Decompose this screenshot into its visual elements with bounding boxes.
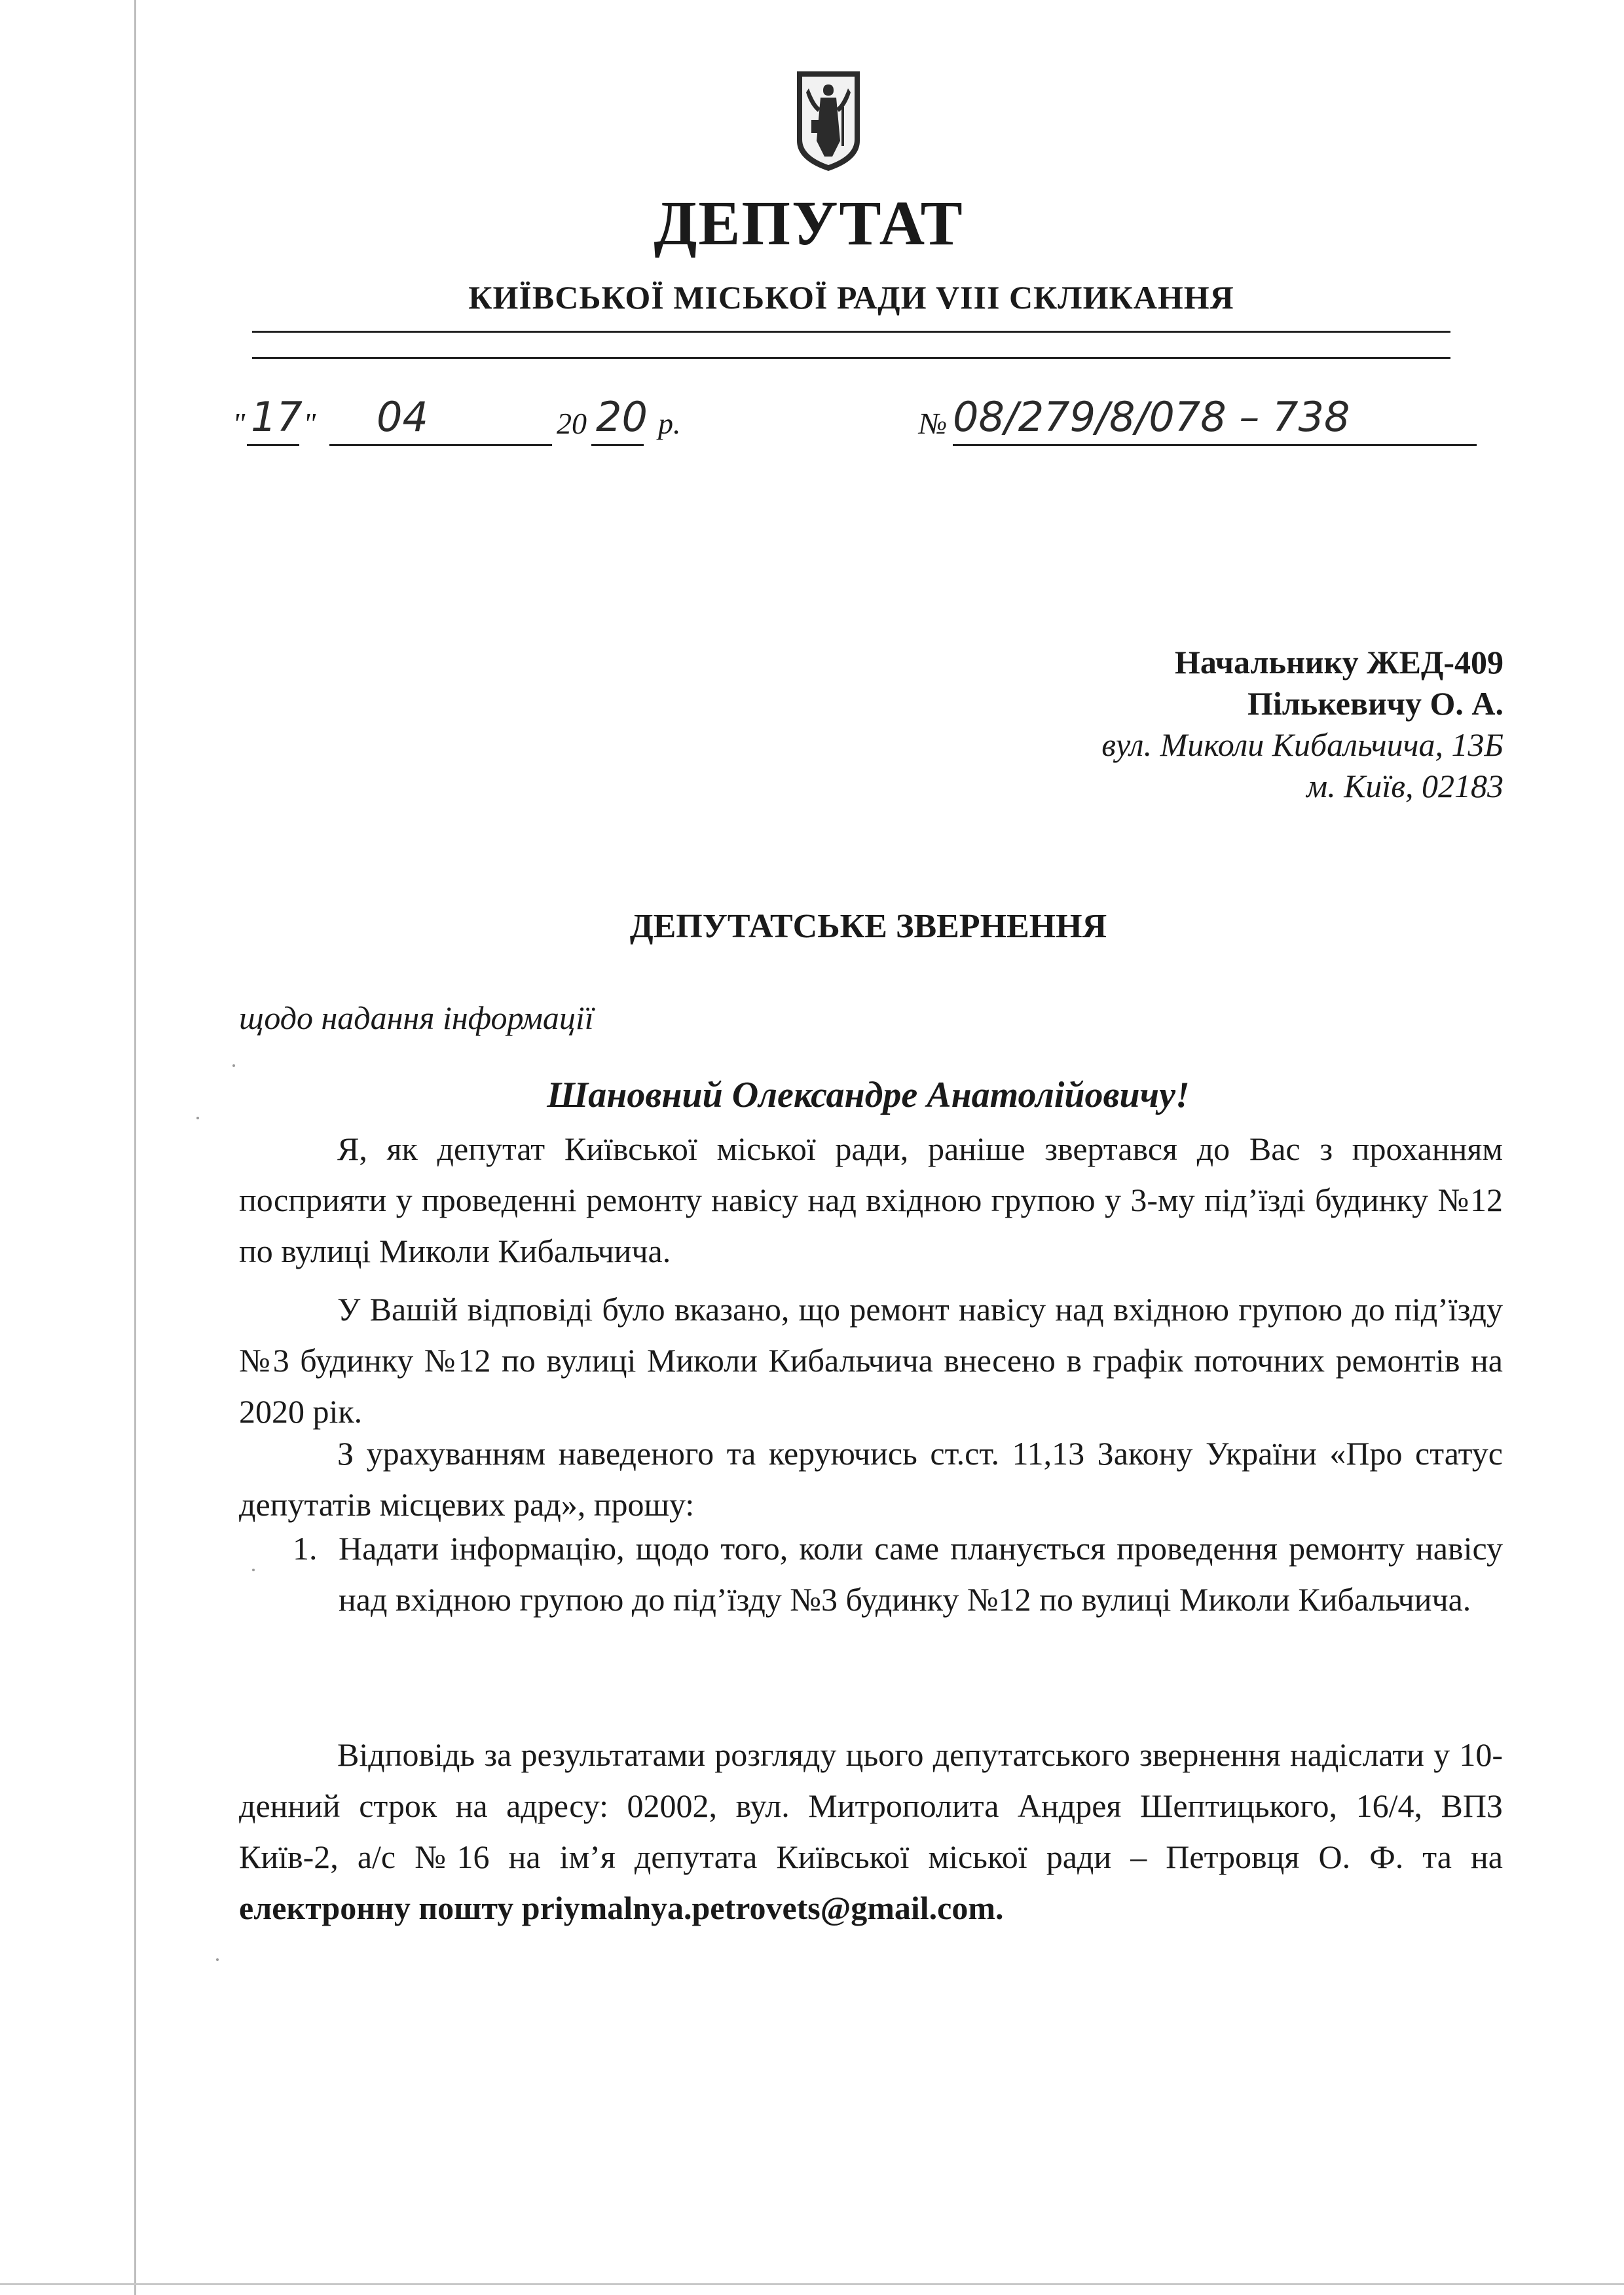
date-quote-close: " xyxy=(303,407,316,440)
scan-edge-left xyxy=(134,0,136,2295)
reply-instructions-text: Відповідь за результатами розгляду цього депутатського звернення надіслати у 10-денний строк на адресу: 02002, вул. Митрополита Андрея Шептицького, 16/4, ВПЗ Київ-2, а/с №16 на ім’я депутата Київської міської ради – Петровця О. Ф. та на xyxy=(239,1736,1503,1875)
date-year-underline xyxy=(591,444,644,446)
body-paragraph-4 xyxy=(239,1729,1503,1933)
body-paragraph-2: У Вашій відповіді було вказано, що ремонт навісу над вхідною групою до під’їзду №3 будинку №12 по вулиці Миколи Кибальчича внесено в графік поточних ремонтів на 2020 рік. xyxy=(239,1291,1503,1430)
salutation: Шановний Олександре Анатолійовичу! xyxy=(547,1075,1190,1115)
addressee-position: Начальнику ЖЕД-409 xyxy=(1174,644,1504,681)
request-list xyxy=(239,1523,1503,1625)
header-rule-top xyxy=(252,331,1450,333)
header-rule-bottom xyxy=(252,357,1450,359)
addressee-street: вул. Миколи Кибальчича, 13Б xyxy=(1101,726,1504,763)
appeal-subject: щодо надання інформації xyxy=(239,999,594,1036)
list-item-number: 1. xyxy=(293,1530,318,1567)
kyiv-emblem-icon xyxy=(794,69,862,174)
body-paragraph-3: З урахуванням наведеного та керуючись ст.ст. 11,13 Закону України «Про статус депутатів місцевих рад», прошу: xyxy=(239,1435,1503,1523)
document-title: ДЕПУТАТ xyxy=(654,188,964,258)
scan-speck xyxy=(252,1569,255,1571)
date-month: 04 xyxy=(377,393,428,441)
date-year-unit: р. xyxy=(658,407,681,440)
scan-edge-bottom xyxy=(0,2283,1624,2285)
addressee-name: Пількевичу О. А. xyxy=(1247,685,1504,722)
document-subtitle: КИЇВСЬКОЇ МІСЬКОЇ РАДИ VIII СКЛИКАННЯ xyxy=(468,279,1234,316)
date-month-underline xyxy=(329,444,552,446)
body-paragraph-1: Я, як депутат Київської міської ради, раніше звертався до Вас з проханням посприяти у проведенні ремонту навісу над вхідною групою у 3-му під’їзді будинку №12 по вулиці Миколи Кибальчича. xyxy=(239,1130,1503,1269)
addressee-city: м. Київ, 02183 xyxy=(1306,768,1504,804)
number-sign: № xyxy=(919,407,948,440)
date-quote-open: " xyxy=(232,407,246,440)
date-year-prefix: 20 xyxy=(557,407,587,440)
list-item xyxy=(239,1523,1503,1625)
scan-speck xyxy=(216,1958,219,1961)
registration-line xyxy=(232,393,1477,458)
date-year-suffix: 20 xyxy=(596,393,648,441)
registration-number-underline xyxy=(953,444,1477,446)
reply-email: електронну пошту priymalnya.petrovets@gmail.com. xyxy=(239,1890,1004,1926)
date-day: 17 xyxy=(251,393,303,441)
date-day-underline xyxy=(247,444,299,446)
list-item-text: Надати інформацію, щодо того, коли саме планується проведення ремонту навісу над вхідною групою до під’їзду №3 будинку №12 по вулиці Миколи Кибальчича. xyxy=(339,1530,1503,1618)
addressee-block xyxy=(851,642,1504,807)
scan-speck xyxy=(232,1064,235,1067)
scan-speck xyxy=(196,1117,199,1119)
appeal-heading: ДЕПУТАТСЬКЕ ЗВЕРНЕННЯ xyxy=(629,908,1107,945)
registration-number: 08/279/8/078 – 738 xyxy=(953,393,1350,441)
